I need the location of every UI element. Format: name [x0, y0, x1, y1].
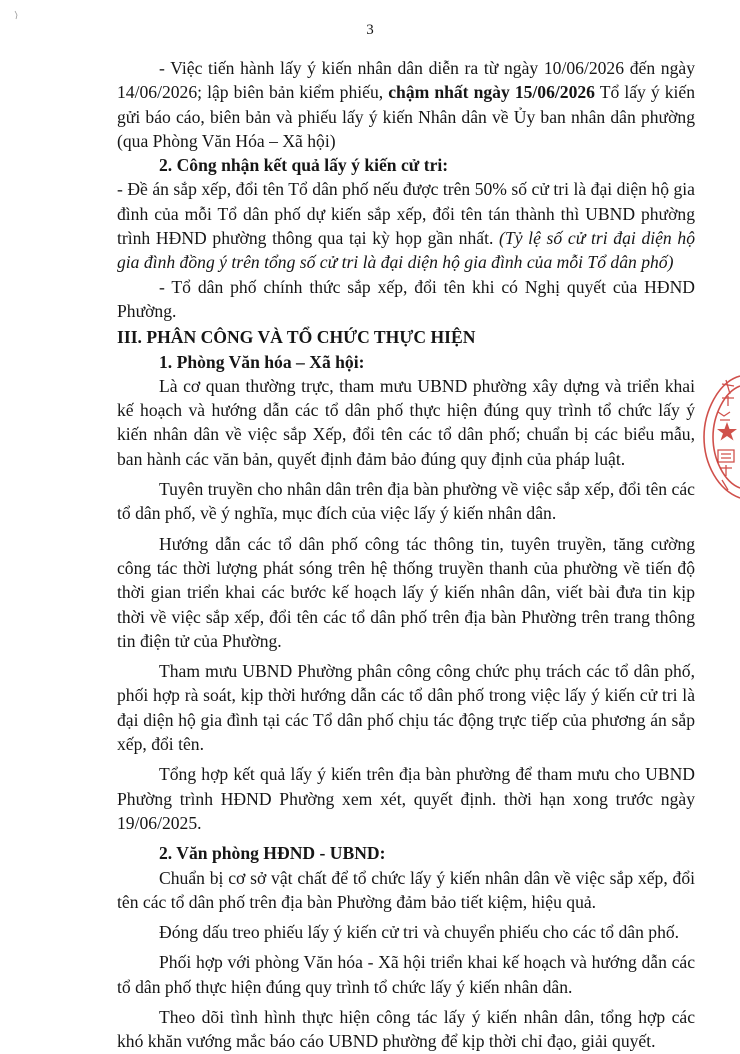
- culture-duty-paragraph: Tuyên truyền cho nhân dân trên địa bàn phường về việc sắp xếp, đổi tên các tổ dân phố, về ý nghĩa, mục đích của việc lấy ý kiến nhân dân.: [117, 479, 695, 524]
- scan-speck-mark: [14, 10, 22, 20]
- office-duty-paragraph: Đóng dấu treo phiếu lấy ý kiến cử tri và chuyển phiếu cho các tổ dân phố.: [159, 922, 680, 943]
- office-duty-paragraph: Chuẩn bị cơ sở vật chất để tổ chức lấy ý kiến nhân dân về việc sắp xếp, đổi tên các tổ dân phố trên địa bàn Phường đảm bảo tiết kiệm, hiệu quả.: [117, 867, 695, 912]
- survey-schedule-text: - Việc tiến hành lấy ý kiến nhân dân diễn ra từ ngày 10/06/2026 đến ngày 14/06/2026; lập biên bản kiểm phiếu,: [117, 58, 695, 103]
- culture-duty-paragraph: Hướng dẫn các tổ dân phố công tác thông tin, tuyên truyền, tăng cường công tác thời lượng phát sóng trên hệ thống truyền thanh của phường về tiến độ thời gian triển khai các bước kế hoạch lấy ý kiến nhân dân, viết bài đưa tin kịp thời về việc sắp xếp, đổi tên các tổ dân phố trên địa bàn Phường trên trang thông tin điện tử của Phường.: [117, 533, 695, 651]
- heading-council-office: 2. Văn phòng HĐND - UBND:: [159, 843, 386, 864]
- paragraph-official-effect: - Tổ dân phố chính thức sắp xếp, đổi tên khi có Nghị quyết của HĐND Phường.: [117, 276, 695, 321]
- paragraph-survey-schedule: [117, 56, 695, 153]
- culture-duty-paragraph: Là cơ quan thường trực, tham mưu UBND phường xây dựng và triển khai kế hoạch và hướng dẫn các tổ dân phố thực hiện đúng quy trình tổ chức lấy ý kiến nhân dân về việc sắp Xếp, đổi tên các tổ dân phố; chuẩn bị các biểu mẫu, ban hành các văn bản, quyết định đảm bảo đúng quy định của pháp luật.: [117, 375, 695, 469]
- approval-rule-text: - Đề án sắp xếp, đổi tên Tổ dân phố nếu được trên 50% số cử tri là đại diện hộ gia đình của mỗi Tổ dân phố dự kiến sắp xếp, đổi tên tán thành thì UBND phường trình HĐND phường thông qua tại kỳ họp gần nhất.: [117, 179, 695, 249]
- section-heading-assignment: III. PHÂN CÔNG VÀ TỔ CHỨC THỰC HIỆN: [117, 327, 476, 348]
- office-duty-paragraph: Theo dõi tình hình thực hiện công tác lấy ý kiến nhân dân, tổng hợp các khó khăn vướng mắc báo cáo UBND phường để kịp thời chỉ đạo, giải quyết.: [117, 1006, 695, 1052]
- survey-schedule-text-end: Tổ lấy ý kiến gửi báo cáo, biên bản và phiếu lấy ý kiến Nhân dân về Ủy ban nhân dân phường (qua Phòng Văn Hóa – Xã hội): [117, 82, 696, 151]
- paragraph-approval-rule: [117, 177, 695, 274]
- heading-culture-department: 1. Phòng Văn hóa – Xã hội:: [159, 351, 365, 372]
- heading-result-recognition: 2. Công nhận kết quả lấy ý kiến cử tri:: [159, 155, 449, 176]
- deadline-bold-text: chậm nhất ngày 15/06/2026: [388, 82, 595, 103]
- partial-seal-stamp: [700, 372, 740, 502]
- office-duty-paragraph: Phối hợp với phòng Văn hóa - Xã hội triển khai kế hoạch và hướng dẫn các tổ dân phố thực hiện đúng quy trình tổ chức lấy ý kiến nhân dân.: [117, 952, 695, 997]
- approval-rule-italic-note: (Tỷ lệ số cử tri đại diện hộ gia đình đồng ý trên tổng số cử tri là đại diện hộ gia đình của mỗi Tổ dân phố): [117, 228, 696, 273]
- culture-duty-paragraph: Tham mưu UBND Phường phân công công chức phụ trách các tổ dân phố, phối hợp rà soát, kịp thời hướng dẫn các tổ dân phố trong việc lấy ý kiến cử tri là đại diện hộ gia đình tại các Tổ dân phố chịu tác động trực tiếp của phương án sắp xếp, đổi tên.: [117, 661, 695, 755]
- document-body: [117, 56, 695, 1054]
- culture-duty-paragraph: Tổng hợp kết quả lấy ý kiến trên địa bàn phường để tham mưu cho UBND Phường trình HĐND Phường xem xét, quyết định. thời hạn xong trước ngày 19/06/2025.: [117, 764, 695, 833]
- page-number: 3: [366, 22, 374, 38]
